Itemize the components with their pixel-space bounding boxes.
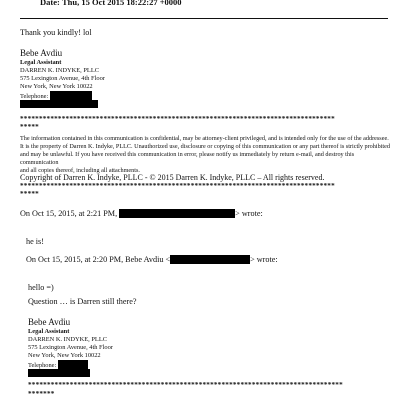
disclaimer-line: communication [20,159,59,166]
separator-stars: *********************************************************************************** [20,115,335,123]
telephone-label: Telephone: [20,93,49,100]
quote-header-prefix: On Oct 15, 2015, at 2:21 PM, [20,209,118,218]
signature-title: Legal Assistant [28,328,70,335]
disclaimer-line: and may be unlawful. If you have received this communication in error, please notify us immediately by return e-mail, and destroy this [20,151,355,158]
header-divider [20,18,388,19]
redaction-box [28,369,90,377]
signature-firm: DARREN K. INDYKE, PLLC [20,67,99,74]
separator-stars: ***** [20,123,39,131]
date-value: Thu, 15 Oct 2015 18:22:27 +0000 [61,0,182,7]
signature-firm: DARREN K. INDYKE, PLLC [28,336,107,343]
signature-address-2: New York, New York 10022 [20,83,93,90]
redaction-box [20,100,98,108]
disclaimer-line: It is the property of Darren K. Indyke, PLLC. Unauthorized use, disclosure or copying of this communication or any part thereof is strictly prohibited [20,143,390,150]
disclaimer-line: The information contained in this communication is confidential, may be attorney-client privileged, and is intended only for the use of the addressee. [20,135,389,142]
separator-stars: *********************************************************************************** [28,381,343,389]
telephone-label: Telephone: [28,362,57,369]
message-body: Thank you kindly! lol [20,28,92,37]
quoted-question: Question … is Darren still there? [28,297,137,306]
signature-address-1: 575 Lexington Avenue, 4th Floor [28,344,113,351]
signature-title: Legal Assistant [20,59,62,66]
redaction-box [119,209,235,218]
redaction-box [170,255,250,264]
quote-header-2 [26,255,278,264]
signature-telephone [28,360,88,369]
copyright-notice: Copyright of Darren K. Indyke, PLLC - © 2015 Darren K. Indyke, PLLC – All rights reserved. [20,173,325,182]
signature-telephone [20,91,92,100]
quote-header-1 [20,209,263,218]
email-date-header [40,0,182,7]
redaction-box [50,91,92,100]
quote-header-suffix: > wrote: [250,255,278,264]
disclaimer-line: and all copies thereof, including all attachments. [20,167,140,174]
signature-name: Bebe Avdiu [20,48,63,58]
quoted-body: he is! [26,237,44,246]
quoted-greeting: hello =) [28,283,54,292]
separator-stars: *********************************************************************************** [20,182,335,190]
separator-stars: ***** [20,190,39,198]
quote-header-suffix: > wrote: [235,209,263,218]
signature-address-2: New York, New York 10022 [28,352,101,359]
signature-name: Bebe Avdiu [28,317,71,327]
date-label: Date: [40,0,60,7]
redaction-box [58,360,88,369]
separator-stars: ******* [28,390,55,398]
signature-address-1: 575 Lexington Avenue, 4th Floor [20,75,105,82]
quote-header-prefix: On Oct 15, 2015, at 2:20 PM, Bebe Avdiu < [26,255,171,264]
